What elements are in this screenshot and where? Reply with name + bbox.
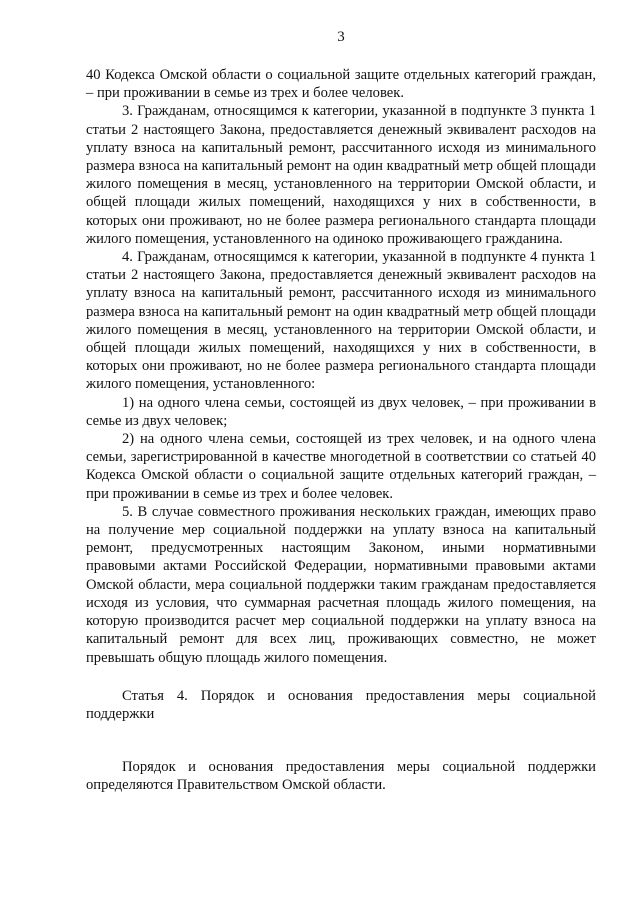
article-4-heading: Статья 4. Порядок и основания предоставления меры социальной поддержки xyxy=(86,687,596,722)
paragraph-item-5: 5. В случае совместного проживания нескольких граждан, имеющих право на получение мер социальной поддержки на уплату взноса на капитальный ремонт, предусмотренных настоящим Законом, иными нормативными правовыми актами Российской Федерации, нормативными правовыми актами Омской области, мера социальной поддержки таким гражданам предоставляется исходя из условия, что суммарная расчетная площадь жилого помещения, на которую производится расчет мер социальной поддержки на уплату взноса на капитальный ремонт для всех лиц, проживающих совместно, не может превышать общую площадь жилого помещения. xyxy=(86,503,596,666)
paragraph-item-3: 3. Гражданам, относящимся к категории, указанной в подпункте 3 пункта 1 статьи 2 настоящего Закона, предоставляется денежный эквивалент расходов на уплату взноса на капитальный ремонт, рассчитанного исходя из минимального размера взноса на капитальный ремонт на один квадратный метр общей площади жилого помещения в месяц, установленного на территории Омской области, и общей площади жилых помещений, находящихся у них в собственности, в которых они проживают, но не более размера регионального стандарта площади жилого помещения, установленного на одиноко проживающего гражданина. xyxy=(86,103,596,247)
document-page xyxy=(86,28,596,795)
paragraph-item-4: 4. Гражданам, относящимся к категории, указанной в подпункте 4 пункта 1 статьи 2 настоящего Закона, предоставляется денежный эквивалент расходов на уплату взноса на капитальный ремонт, рассчитанного исходя из минимального размера взноса на капитальный ремонт на один квадратный метр общей площади жилого помещения в месяц, установленного на территории Омской области, и общей площади жилых помещений, находящихся у них в собственности, в которых они проживают, но не более размера регионального стандарта площади жилого помещения, установленного: xyxy=(86,249,596,393)
subparagraph-1: 1) на одного члена семьи, состоящей из двух человек, – при проживании в семье из двух человек; xyxy=(86,394,596,429)
article-4-body: Порядок и основания предоставления меры социальной поддержки определяются Правительством Омской области. xyxy=(86,759,596,794)
subparagraph-2: 2) на одного члена семьи, состоящей из трех человек, и на одного члена семьи, зарегистрированной в качестве многодетной в соответствии со статьей 40 Кодекса Омской области о социальной защите отдельных категорий граждан, – при проживании в семье из трех и более человек. xyxy=(86,431,596,502)
page-number: 3 xyxy=(337,29,345,45)
paragraph-continuation: 40 Кодекса Омской области о социальной защите отдельных категорий граждан, – при проживании в семье из трех и более человек. xyxy=(86,67,596,102)
